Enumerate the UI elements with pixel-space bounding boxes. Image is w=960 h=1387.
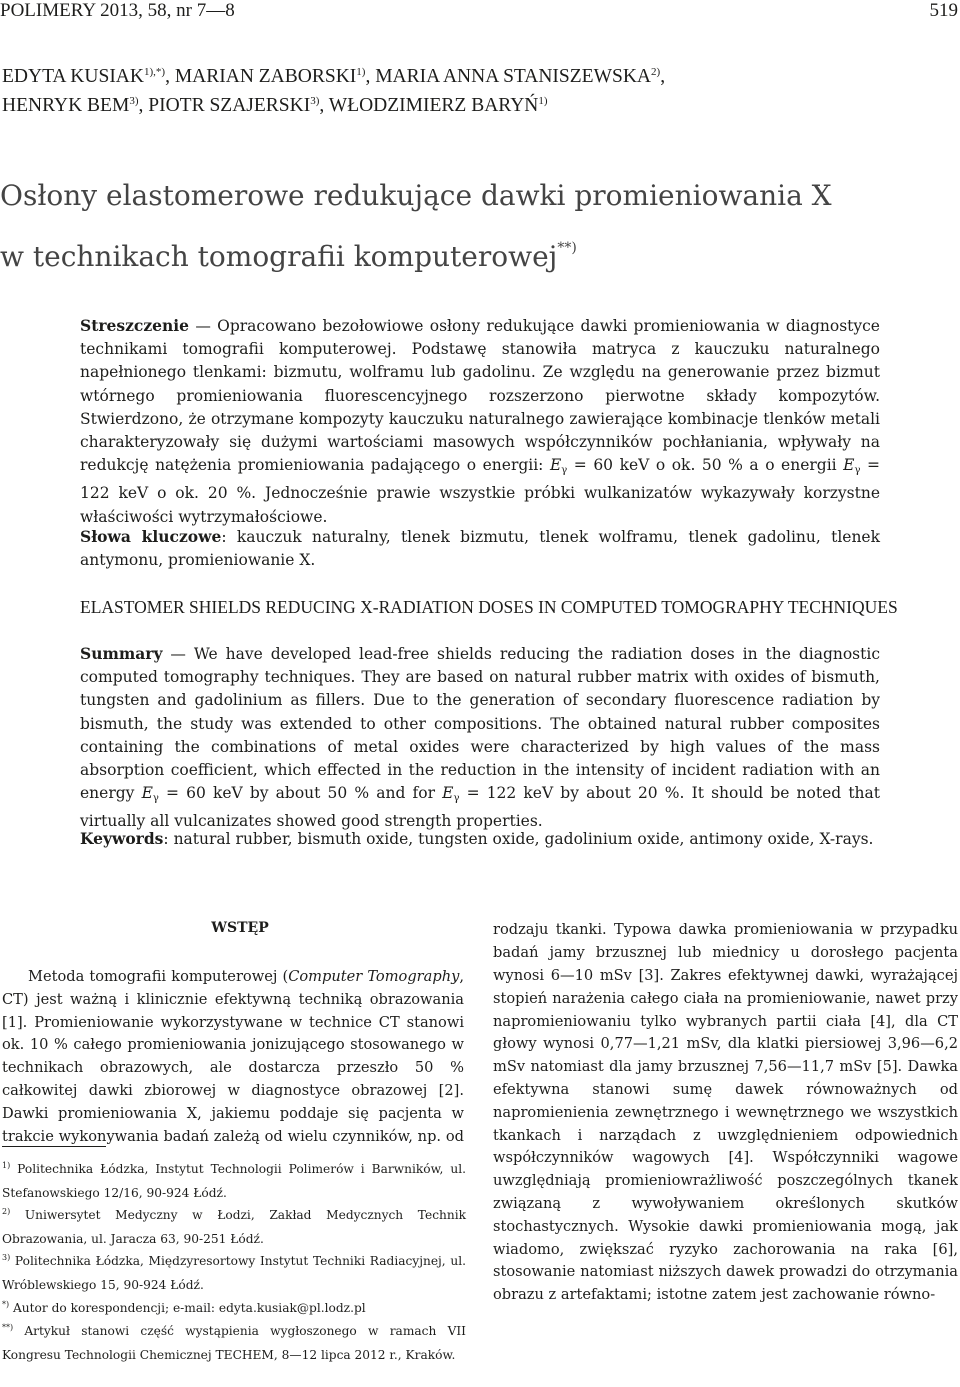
author-list [2, 60, 942, 118]
intro-paragraph-right [493, 919, 958, 1307]
keywords-english [80, 827, 880, 851]
abstract-polish [80, 314, 880, 529]
author-name: , MARIA ANNA STANISZEWSKA [365, 66, 652, 87]
footnote [2, 1316, 466, 1368]
body-text: Metoda tomografii komputerowej ( [28, 968, 289, 985]
affiliation-mark: 1),*) [143, 66, 166, 78]
dash: — [162, 645, 194, 663]
footnote-text: Politechnika Łódzka, Instytut Technologii Polimerów i Barwników, ul. Stefanowskiego 12/16, 90-924 Łódź. [2, 1162, 466, 1200]
body-text: , CT) jest ważną i klinicznie efektywną techniką obrazowania [1]. Promieniowanie wykorzystywane w technice CT stanowi ok. 10 % całego promieniowania jonizującego stosowanego w technikach obrazowych, ale dostarcza przeszło 50 % całkowitej dawki zbiorowej w diagnostyce obrazowej [2]. Dawki promieniowania X, jakiemu poddaje się pacjenta w trakcie wykonywania badań zależą od wielu czynników, np. od [2, 968, 464, 1145]
footnote-text: Autor do korespondencji; e-mail: edyta.kusiak@pl.lodz.pl [9, 1301, 366, 1315]
title-line-2: w technikach tomografii komputerowej [0, 240, 558, 273]
gamma-subscript: γ [453, 793, 460, 805]
footnote-mark: 2) [2, 1207, 11, 1216]
article-title [0, 170, 940, 283]
author-name: , MARIAN ZABORSKI [165, 66, 357, 87]
gamma-subscript: γ [152, 793, 159, 805]
abstract-text: = 122 keV o ok. 20 %. Jednocześnie prawie wszystkie próbki wulkanizatów wykazywały korzystne właściwości wytrzymałościowe. [80, 456, 881, 526]
author-name: EDYTA KUSIAK [2, 66, 144, 87]
footnote-mark: *) [2, 1300, 10, 1309]
energy-symbol: E [549, 456, 562, 475]
summary-text: We have developed lead-free shields reducing the radiation doses in the diagnostic computed tomography techniques. They are based on natural rubber matrix with oxides of bismuth, tungsten and gadolinium as fillers. Due to the generation of secondary fluorescence radiation by bismuth, the study was extended to other compositions. The obtained natural rubber composites containing the combinations of metal oxides were characterized by high values of the mass absorption coefficient, which effected in the reduction in the intensity of incident radiation with an energy [80, 645, 881, 803]
keywords-text: : natural rubber, bismuth oxide, tungsten oxide, gadolinium oxide, antimony oxide, X-rays. [163, 830, 874, 848]
footnote-text: Artykuł stanowi część wystąpienia wygłoszonego w ramach VII Kongresu Technologii Chemicznej TECHEM, 8—12 lipca 2012 r., Kraków. [2, 1324, 466, 1362]
keywords-text: : kauczuk naturalny, tlenek bizmutu, tlenek wolframu, tlenek gadolinu, tlenek antymonu, promieniowanie X. [80, 528, 880, 570]
abstract-text: = 60 keV o ok. 50 % a o energii [567, 456, 844, 475]
footnote-rule [2, 1146, 106, 1147]
dash: — [189, 317, 218, 335]
affiliation-mark: 3) [129, 95, 139, 107]
energy-symbol: E [141, 784, 153, 803]
keywords-polish [80, 525, 880, 572]
summary-text: = 122 keV by about 20 %. It should be noted that virtually all vulcanizates showed good strength properties. [80, 784, 881, 831]
footnote-mark: **) [2, 1323, 14, 1332]
footnote [2, 1154, 466, 1206]
energy-symbol: E [843, 456, 855, 475]
title-line-1: Osłony elastomerowe redukujące dawki promieniowania X [0, 179, 832, 212]
author-name: , WŁODZIMIERZ BARYŃ [319, 95, 539, 116]
footnote-mark: **) [557, 240, 577, 256]
footnote [2, 1200, 466, 1252]
affiliation-mark: 1) [538, 95, 548, 107]
abstract-label: Streszczenie [80, 316, 190, 335]
abstract-english [80, 642, 880, 834]
body-text: rodzaju tkanki. Typowa dawka promieniowania w przypadku badań jamy brzusznej lub miednicy u dorosłego pacjenta wynosi 6—10 mSv [3]. Zakres efektywnej dawki, wyrażającej stopień narażenia całego ciała na promieniowanie, nawet przy napromieniowaniu tylko wybranych partii ciała [4], dla CT głowy wynosi 0,77—1,21 mSv, dla klatki piersiowej 3,96—6,2 mSv natomiast dla jamy brzusznej 7,56—11,7 mSv [5]. Dawka efektywna stanowi sumę dawek równoważnych od napromienienia zewnętrznego i wewnętrznego we wszystkich tkankach i narządach z uwzględnieniem odpowiednich współczynników wagowych [4]. Współczynniki wagowe uwzględniają promieniowrażliwość poszczególnych tkanek związaną z wywoływaniem określonych skutków stochastycznych. Wysokie dawki promieniowania mogą, jak wiadomo, zwiększać ryzyko zachorowania na raka [6], stosowanie natomiast niższych dawek prowadzi do otrzymania obrazu z artefaktami; istotne zatem jest zachowanie równo- [493, 921, 958, 1304]
footnote-text: Uniwersytet Medyczny w Łodzi, Zakład Medycznych Technik Obrazowania, ul. Jaracza 63, 90-251 Łódź. [2, 1208, 466, 1246]
section-heading: WSTĘP [211, 920, 269, 936]
gamma-subscript: γ [854, 465, 861, 477]
abstract-text: Opracowano bezołowiowe osłony redukujące dawki promieniowania w diagnostyce technikami tomografii komputerowej. Podstawę stanowiła matryca z kauczuku naturalnego napełnionego tlenkami: bizmutu, wolframu lub gadolinu. Ze względu na generowanie przez bizmut wtórnego promieniowania fluorescencyjnego rozszerzono pierwotne składy kompozytów. Stwierdzono, że otrzymane kompozyty kauczuku naturalnego zawierające kombinacje tlenków metali charakteryzowały się dużymi wartościami masowych współczynników pochłaniania, wpływały na redukcję natężenia promieniowania padającego o energii: [80, 317, 880, 475]
gamma-subscript: γ [561, 465, 568, 477]
keywords-label: Keywords [80, 829, 164, 848]
affiliation-mark: 1) [356, 66, 366, 78]
italic-term: Computer Tomography [288, 968, 460, 985]
footnote-mark: 1) [2, 1161, 11, 1170]
running-header-journal: POLIMERY 2013, 58, nr 7—8 [0, 0, 235, 21]
footnote [2, 1246, 466, 1298]
author-name: HENRYK BEM [2, 95, 130, 116]
summary-label: Summary [80, 644, 163, 663]
footnote-text: Politechnika Łódzka, Międzyresortowy Instytut Techniki Radiacyjnej, ul. Wróblewskiego 15, 90-924 Łódź. [2, 1254, 466, 1292]
footnote-mark: 3) [2, 1253, 11, 1262]
separator: , [660, 66, 666, 87]
page-number: 519 [929, 0, 958, 21]
keywords-label: Słowa kluczowe [80, 527, 222, 546]
affiliation-mark: 2) [651, 66, 661, 78]
energy-symbol: E [442, 784, 454, 803]
affiliation-mark: 3) [310, 95, 320, 107]
summary-text: = 60 keV by about 50 % and for [158, 784, 443, 803]
author-name: , PIOTR SZAJERSKI [138, 95, 311, 116]
english-title: ELASTOMER SHIELDS REDUCING X-RADIATION DOSES IN COMPUTED TOMOGRAPHY TECHNIQUES [80, 597, 898, 617]
intro-column-right [493, 919, 958, 1387]
intro-paragraph-left [2, 966, 464, 1148]
